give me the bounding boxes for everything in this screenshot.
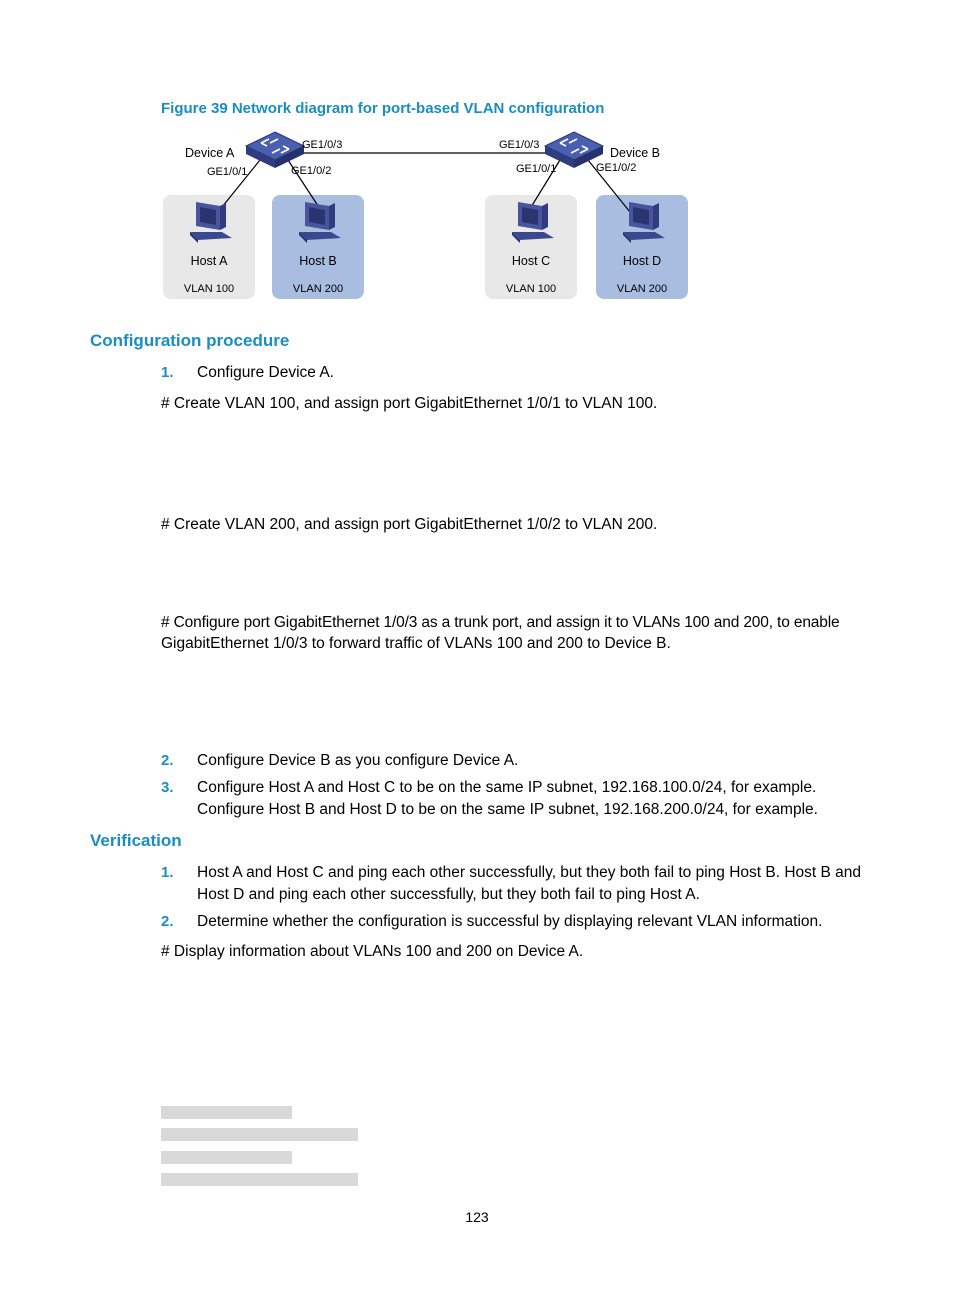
figure-caption: Figure 39 Network diagram for port-based VLAN configuration: [161, 100, 605, 117]
verification-step1-line1: Host A and Host C and ping each other successfully, but they both fail to ping Host B. Host B and: [197, 864, 862, 881]
verification-step2-number: 2.: [161, 913, 174, 930]
host-b-name: Host B: [299, 254, 337, 268]
config-comment-2: # Create VLAN 200, and assign port GigabitEthernet 1/0/2 to VLAN 200.: [161, 516, 658, 533]
config-step3-line2: Configure Host B and Host D to be on the same IP subnet, 192.168.200.0/24, for example.: [197, 801, 818, 818]
device-b-port-left: GE1/0/1: [516, 163, 557, 175]
host-c-name: Host C: [511, 254, 551, 268]
device-a-port-trunk: GE1/0/3: [302, 139, 343, 151]
config-step2-text: Configure Device B as you configure Device A.: [197, 752, 519, 769]
config-step2-number: 2.: [161, 752, 174, 769]
host-d-vlan: VLAN 200: [616, 283, 668, 295]
verification-step1-line2: Host D and ping each other successfully, but they both fail to ping Host A.: [197, 886, 700, 903]
verification-step2-text: Determine whether the configuration is successful by displaying relevant VLAN information.: [197, 913, 823, 930]
page-number: 123: [465, 1209, 489, 1225]
redacted-output-bar: [161, 1128, 358, 1141]
config-step3-line1: Configure Host A and Host C to be on the same IP subnet, 192.168.100.0/24, for example.: [197, 779, 817, 796]
config-comment-1: # Create VLAN 100, and assign port GigabitEthernet 1/0/1 to VLAN 100.: [161, 395, 658, 412]
host-c-pc-icon: [512, 202, 554, 243]
device-b-label: Device B: [610, 146, 661, 160]
device-b-port-trunk: GE1/0/3: [499, 139, 540, 151]
host-b-vlan: VLAN 200: [292, 283, 344, 295]
host-d-pc-icon: [623, 202, 665, 243]
config-comment-3-line2: GigabitEthernet 1/0/3 to forward traffic of VLANs 100 and 200 to Device B.: [161, 635, 671, 652]
config-heading: Configuration procedure: [90, 331, 290, 350]
host-c-vlan: VLAN 100: [505, 283, 557, 295]
redacted-output-bar: [161, 1173, 358, 1186]
network-diagram: [150, 128, 710, 308]
config-comment-3-line1: # Configure port GigabitEthernet 1/0/3 as a trunk port, and assign it to VLANs 100 and 200, to enable: [161, 614, 840, 631]
verification-comment-1: # Display information about VLANs 100 and 200 on Device A.: [161, 943, 584, 960]
host-a-vlan: VLAN 100: [183, 283, 235, 295]
host-b-pc-icon: [299, 202, 341, 243]
config-step1-text: Configure Device A.: [197, 364, 334, 381]
device-a-port-left: GE1/0/1: [207, 166, 248, 178]
device-a-port-right: GE1/0/2: [291, 165, 332, 177]
device-b-port-right: GE1/0/2: [596, 162, 637, 174]
redacted-output-bar: [161, 1106, 292, 1119]
verification-heading: Verification: [90, 831, 182, 850]
verification-step1-number: 1.: [161, 864, 174, 881]
device-a-label: Device A: [185, 146, 235, 160]
host-a-name: Host A: [190, 254, 228, 268]
host-d-name: Host D: [622, 254, 662, 268]
redacted-output-bar: [161, 1151, 292, 1164]
config-step3-number: 3.: [161, 779, 174, 796]
device-a-switch-icon: [246, 132, 304, 168]
config-step1-number: 1.: [161, 364, 174, 381]
host-a-pc-icon: [190, 202, 232, 243]
